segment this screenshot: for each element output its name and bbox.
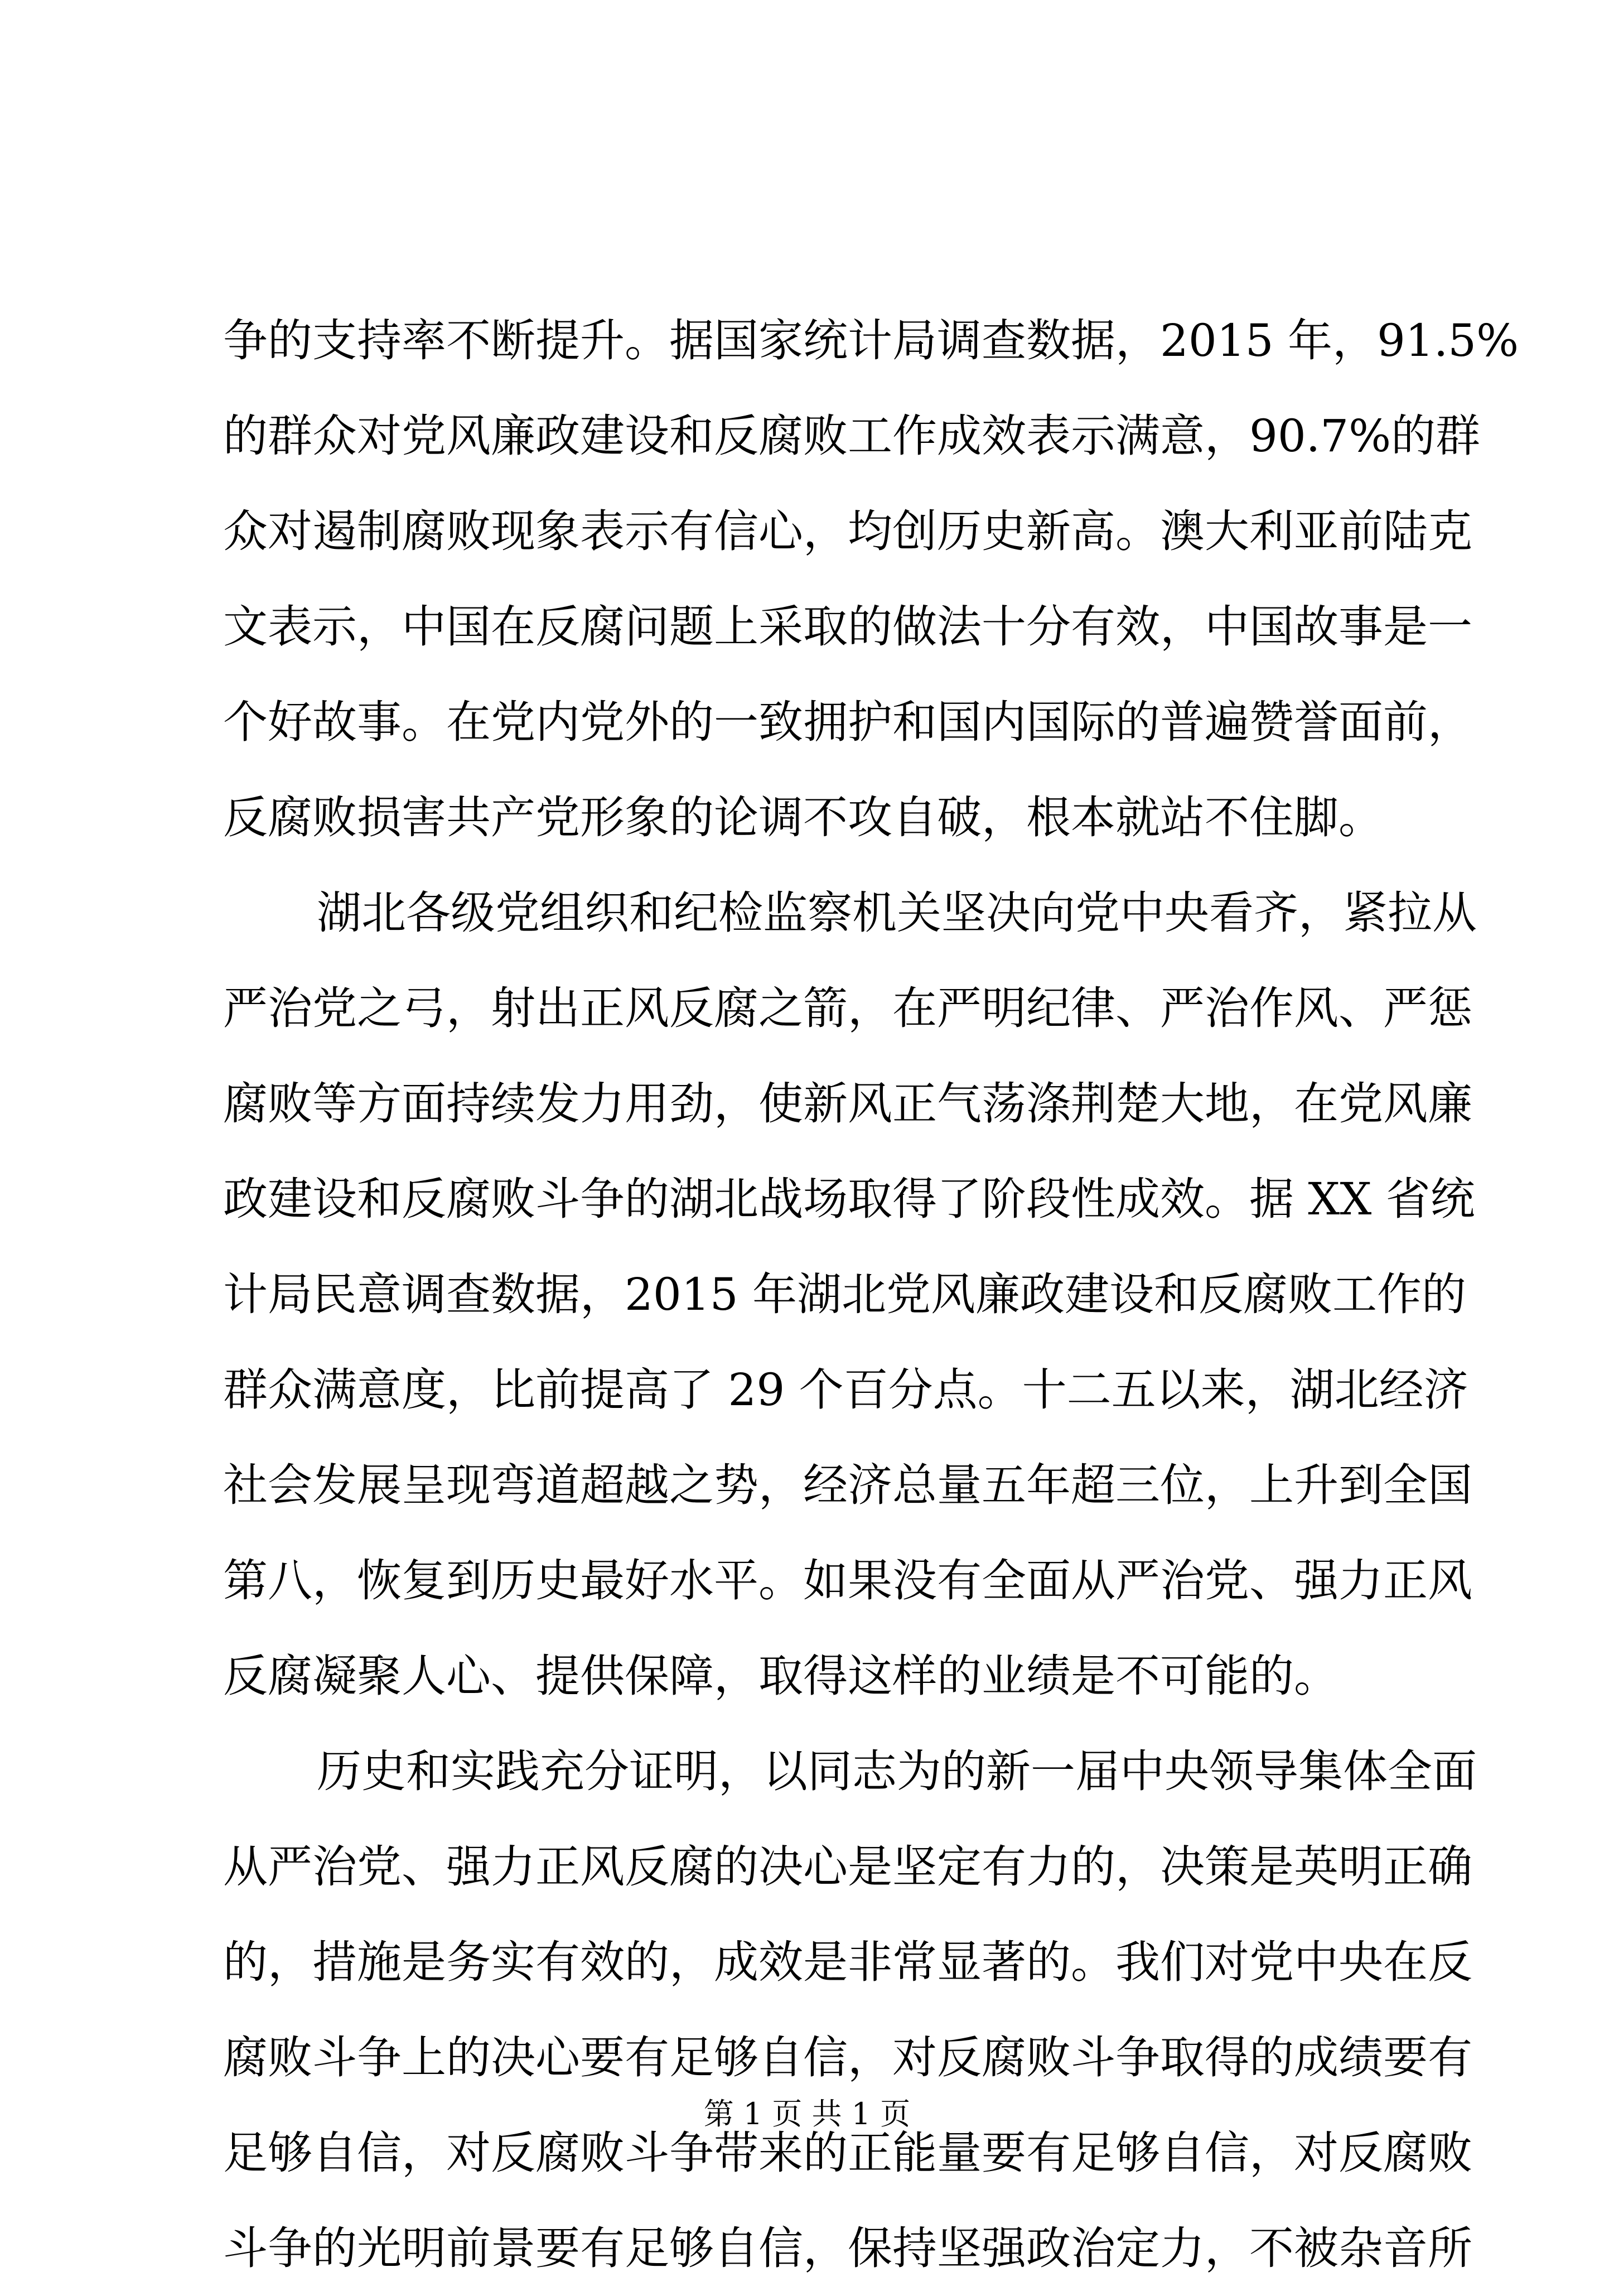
- text-line: 众对遏制腐败现象表示有信心，均创历史新高。澳大利亚前陆克: [223, 505, 1472, 557]
- text-line: 争的支持率不断提升。据国家统计局调查数据，2015 年，91.5%: [223, 315, 1519, 366]
- text-line: 第八，恢复到历史最好水平。如果没有全面从严治党、强力正风: [223, 1555, 1472, 1607]
- document-body: [223, 293, 1519, 2296]
- text-line: 斗争的光明前景要有足够自信，保持坚强政治定力，不被杂音所: [223, 2222, 1472, 2274]
- page-footer: [0, 2095, 1614, 2134]
- text-line: 的群众对党风廉政建设和反腐败工作成效表示满意，90.7%的群: [223, 410, 1481, 462]
- text-line: 计局民意调查数据，2015 年湖北党风廉政建设和反腐败工作的: [223, 1268, 1467, 1320]
- text-line: 腐败斗争上的决心要有足够自信，对反腐败斗争取得的成绩要有: [223, 2032, 1472, 2083]
- page-number-label: 第 1 页 共 1 页: [703, 2096, 911, 2131]
- paragraph-first-line: 湖北各级党组织和纪检监察机关坚决向党中央看齐，紧拉从: [317, 887, 1477, 939]
- text-line: 反腐败损害共产党形象的论调不攻自破，根本就站不住脚。: [223, 792, 1383, 843]
- text-line: 的，措施是务实有效的，成效是非常显著的。我们对党中央在反: [223, 1936, 1472, 1988]
- text-line: 群众满意度，比前提高了 29 个百分点。十二五以来，湖北经济: [223, 1364, 1468, 1416]
- text-line: 社会发展呈现弯道超越之势，经济总量五年超三位，上升到全国: [223, 1459, 1472, 1511]
- text-line: 文表示，中国在反腐问题上采取的做法十分有效，中国故事是一: [223, 601, 1472, 653]
- text-line: 个好故事。在党内党外的一致拥护和国内国际的普遍赞誉面前，: [223, 696, 1472, 748]
- text-line: 从严治党、强力正风反腐的决心是坚定有力的，决策是英明正确: [223, 1841, 1472, 1893]
- text-line: 足够自信，对反腐败斗争带来的正能量要有足够自信，对反腐败: [223, 2127, 1472, 2179]
- text-line: 腐败等方面持续发力用劲，使新风正气荡涤荆楚大地，在党风廉: [223, 1078, 1472, 1130]
- text-line: 政建设和反腐败斗争的湖北战场取得了阶段性成效。据 XX 省统: [223, 1173, 1475, 1225]
- text-line: 反腐凝聚人心、提供保障，取得这样的业绩是不可能的。: [223, 1650, 1338, 1702]
- text-line: 严治党之弓，射出正风反腐之箭，在严明纪律、严治作风、严惩: [223, 982, 1472, 1034]
- paragraph-first-line: 历史和实践充分证明，以同志为的新一届中央领导集体全面: [317, 1745, 1477, 1797]
